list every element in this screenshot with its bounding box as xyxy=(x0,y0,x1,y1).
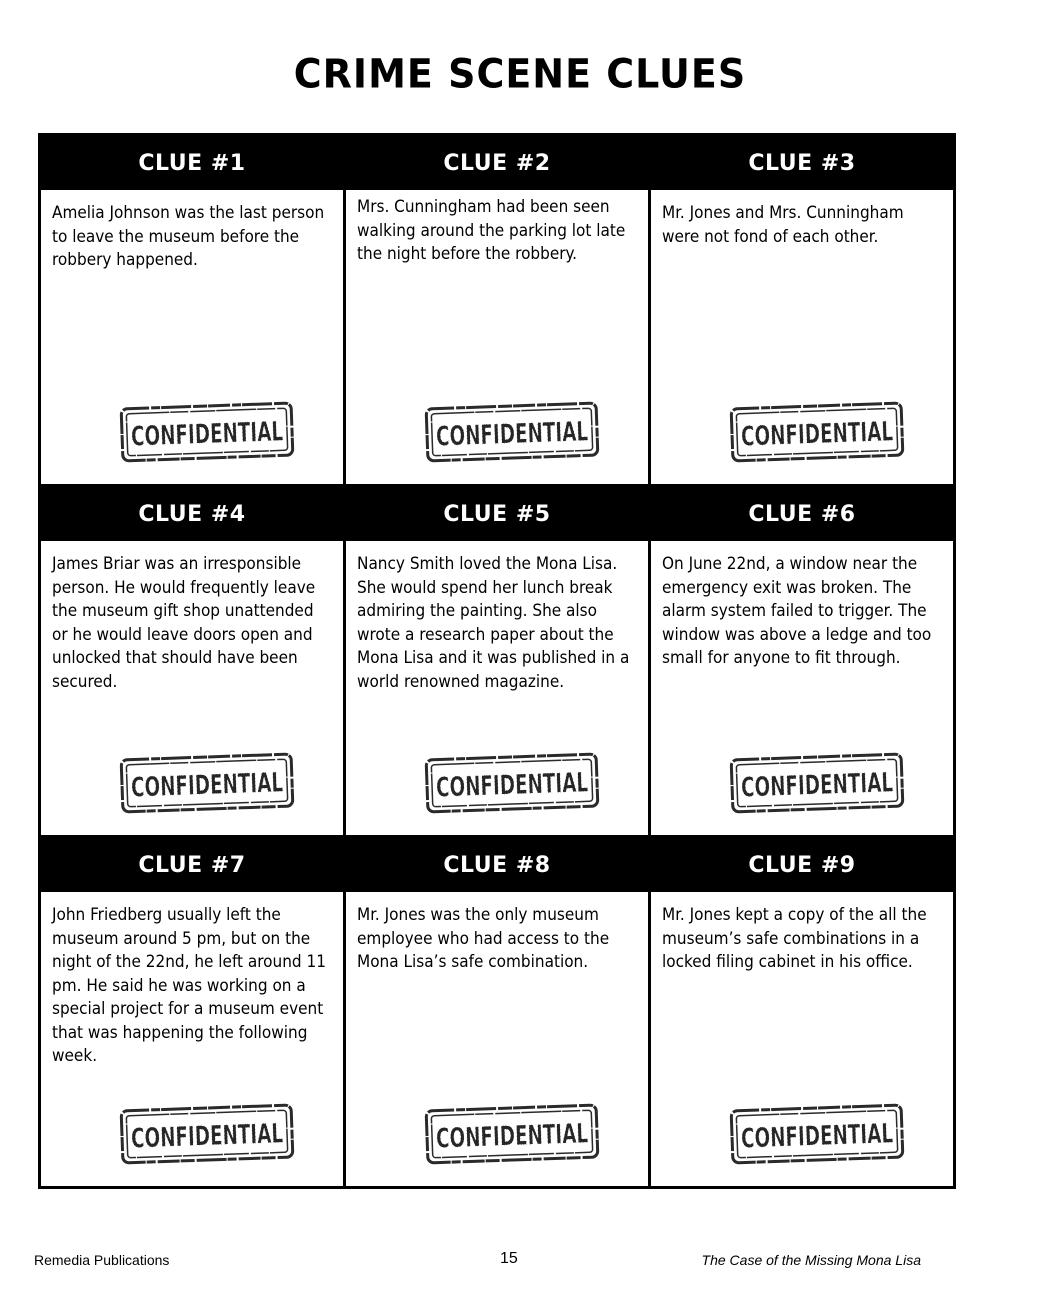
clue-text: James Briar was an irresponsible person. He would frequently leave the museum gift shop unattended or he would leave doors open and unlocked that should have been secured. xyxy=(52,554,316,692)
confidential-stamp-icon xyxy=(119,1103,333,1165)
clue-card-5 xyxy=(346,487,648,835)
confidential-stamp-icon xyxy=(119,752,333,814)
clue-card-4 xyxy=(41,487,343,835)
clue-card-3 xyxy=(651,136,953,484)
footer-book-title: The Case of the Missing Mona Lisa xyxy=(701,1252,921,1268)
clue-header: CLUE #8 xyxy=(346,838,648,892)
page-title: CRIME SCENE CLUES xyxy=(293,50,747,98)
clue-text: Nancy Smith loved the Mona Lisa. She would spend her lunch break admiring the painting. She also wrote a research paper about the Mona Lisa and it was published in a world renowned magazine. xyxy=(357,554,630,692)
svg-text:CONFIDENTIAL: CONFIDENTIAL xyxy=(130,765,333,804)
clue-header: CLUE #5 xyxy=(346,487,648,541)
clue-text: John Friedberg usually left the museum around 5 pm, but on the night of the 22nd, he left around 11 pm. He said he was working on a special project for a museum event that was happening the following week. xyxy=(52,905,326,1066)
clue-text: Mr. Jones and Mrs. Cunningham were not fond of each other. xyxy=(662,203,904,247)
clue-header: CLUE #1 xyxy=(41,136,343,190)
svg-text:CONFIDENTIAL: CONFIDENTIAL xyxy=(435,1116,638,1155)
clue-text: Mrs. Cunningham had been seen walking around the parking lot late the night before the robbery. xyxy=(357,197,626,264)
clue-text: Amelia Johnson was the last person to leave the museum before the robbery happened. xyxy=(52,203,325,270)
confidential-stamp-icon xyxy=(424,1103,638,1165)
clue-text: Mr. Jones kept a copy of the all the museum’s safe combinations in a locked filing cabinet in his office. xyxy=(662,905,927,972)
confidential-stamp-icon xyxy=(729,1103,943,1165)
clue-card-9 xyxy=(651,838,953,1186)
svg-text:CONFIDENTIAL: CONFIDENTIAL xyxy=(740,414,943,453)
clue-header: CLUE #3 xyxy=(651,136,953,190)
clue-card-8 xyxy=(346,838,648,1186)
clue-card-6 xyxy=(651,487,953,835)
clue-header: CLUE #4 xyxy=(41,487,343,541)
svg-text:CONFIDENTIAL: CONFIDENTIAL xyxy=(130,1116,333,1155)
clue-card-1 xyxy=(41,136,343,484)
clue-text: On June 22nd, a window near the emergency exit was broken. The alarm system failed to trigger. The window was above a ledge and too small for anyone to fit through. xyxy=(662,554,932,668)
svg-text:CONFIDENTIAL: CONFIDENTIAL xyxy=(740,1116,943,1155)
svg-text:CONFIDENTIAL: CONFIDENTIAL xyxy=(435,765,638,804)
clue-text: Mr. Jones was the only museum employee who had access to the Mona Lisa’s safe combination. xyxy=(357,905,610,972)
footer-page-number: 15 xyxy=(500,1250,518,1267)
clue-grid xyxy=(38,133,956,1189)
confidential-stamp-icon xyxy=(424,401,638,463)
confidential-stamp-icon xyxy=(729,401,943,463)
confidential-stamp-icon xyxy=(424,752,638,814)
svg-text:CONFIDENTIAL: CONFIDENTIAL xyxy=(435,414,638,453)
footer-publisher: Remedia Publications xyxy=(34,1252,170,1268)
clue-card-7 xyxy=(41,838,343,1186)
confidential-stamp-icon xyxy=(119,401,333,463)
svg-text:CONFIDENTIAL: CONFIDENTIAL xyxy=(130,414,333,453)
clue-card-2 xyxy=(346,136,648,484)
clue-header: CLUE #9 xyxy=(651,838,953,892)
confidential-stamp-icon xyxy=(729,752,943,814)
clue-header: CLUE #6 xyxy=(651,487,953,541)
clue-header: CLUE #7 xyxy=(41,838,343,892)
svg-text:CONFIDENTIAL: CONFIDENTIAL xyxy=(740,765,943,804)
clue-header: CLUE #2 xyxy=(346,136,648,190)
